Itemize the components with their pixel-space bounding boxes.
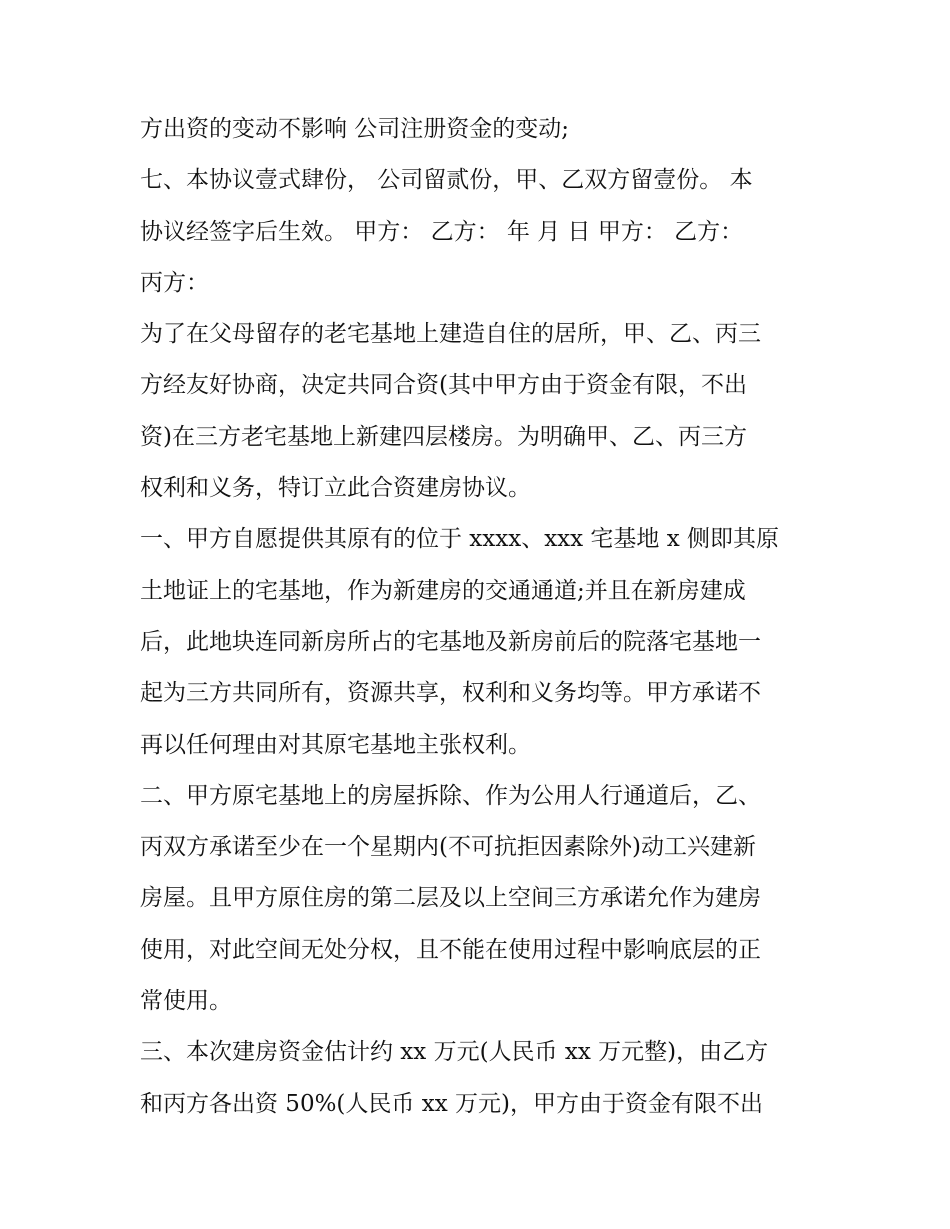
text-line: 使用，对此空间无处分权，且不能在使用过程中影响底层的正: [140, 936, 761, 963]
text-line: 七、本协议壹式肆份， 公司留贰份，甲、乙双方留壹份。 本: [140, 167, 753, 194]
text-line: 后，此地块连同新房所占的宅基地及新房前后的院落宅基地一: [140, 628, 761, 655]
text-line: 和丙方各出资 50%(人民币 xx 万元)，甲方由于资金有限不出: [140, 1090, 763, 1117]
text-line: 资)在三方老宅基地上新建四层楼房。为明确甲、乙、丙三方: [140, 423, 747, 450]
text-line: 权利和义务，特订立此合资建房协议。: [140, 475, 531, 502]
text-line: 三、本次建房资金估计约 xx 万元(人民币 xx 万元整)，由乙方: [140, 1039, 769, 1066]
text-line: 房屋。且甲方原住房的第二层及以上空间三方承诺允作为建房: [140, 885, 761, 912]
text-line: 为了在父母留存的老宅基地上建造自住的居所，甲、乙、丙三: [140, 321, 761, 348]
text-line: 起为三方共同所有，资源共享，权利和义务均等。甲方承诺不: [140, 680, 761, 707]
text-line: 方出资的变动不影响 公司注册资金的变动;: [140, 116, 570, 142]
text-line: 方经友好协商，决定共同合资(其中甲方由于资金有限，不出: [140, 372, 747, 399]
text-line: 一、甲方自愿提供其原有的位于 xxxx、xxx 宅基地 x 侧即其原: [140, 526, 780, 553]
text-line: 再以任何理由对其原宅基地主张权利。: [140, 731, 531, 758]
text-line: 二、甲方原宅基地上的房屋拆除、作为公用人行通道后，乙、: [140, 782, 761, 809]
text-line: 土地证上的宅基地，作为新建房的交通通道;并且在新房建成: [140, 577, 746, 604]
text-line: 常使用。: [140, 988, 232, 1015]
text-line: 协议经签字后生效。 甲方： 乙方： 年 月 日 甲方： 乙方：: [140, 218, 744, 245]
text-line: 丙方：: [140, 269, 209, 296]
document-body: [140, 104, 820, 1130]
text-line: 丙双方承诺至少在一个星期内(不可抗拒因素除外)动工兴建新: [140, 834, 756, 861]
